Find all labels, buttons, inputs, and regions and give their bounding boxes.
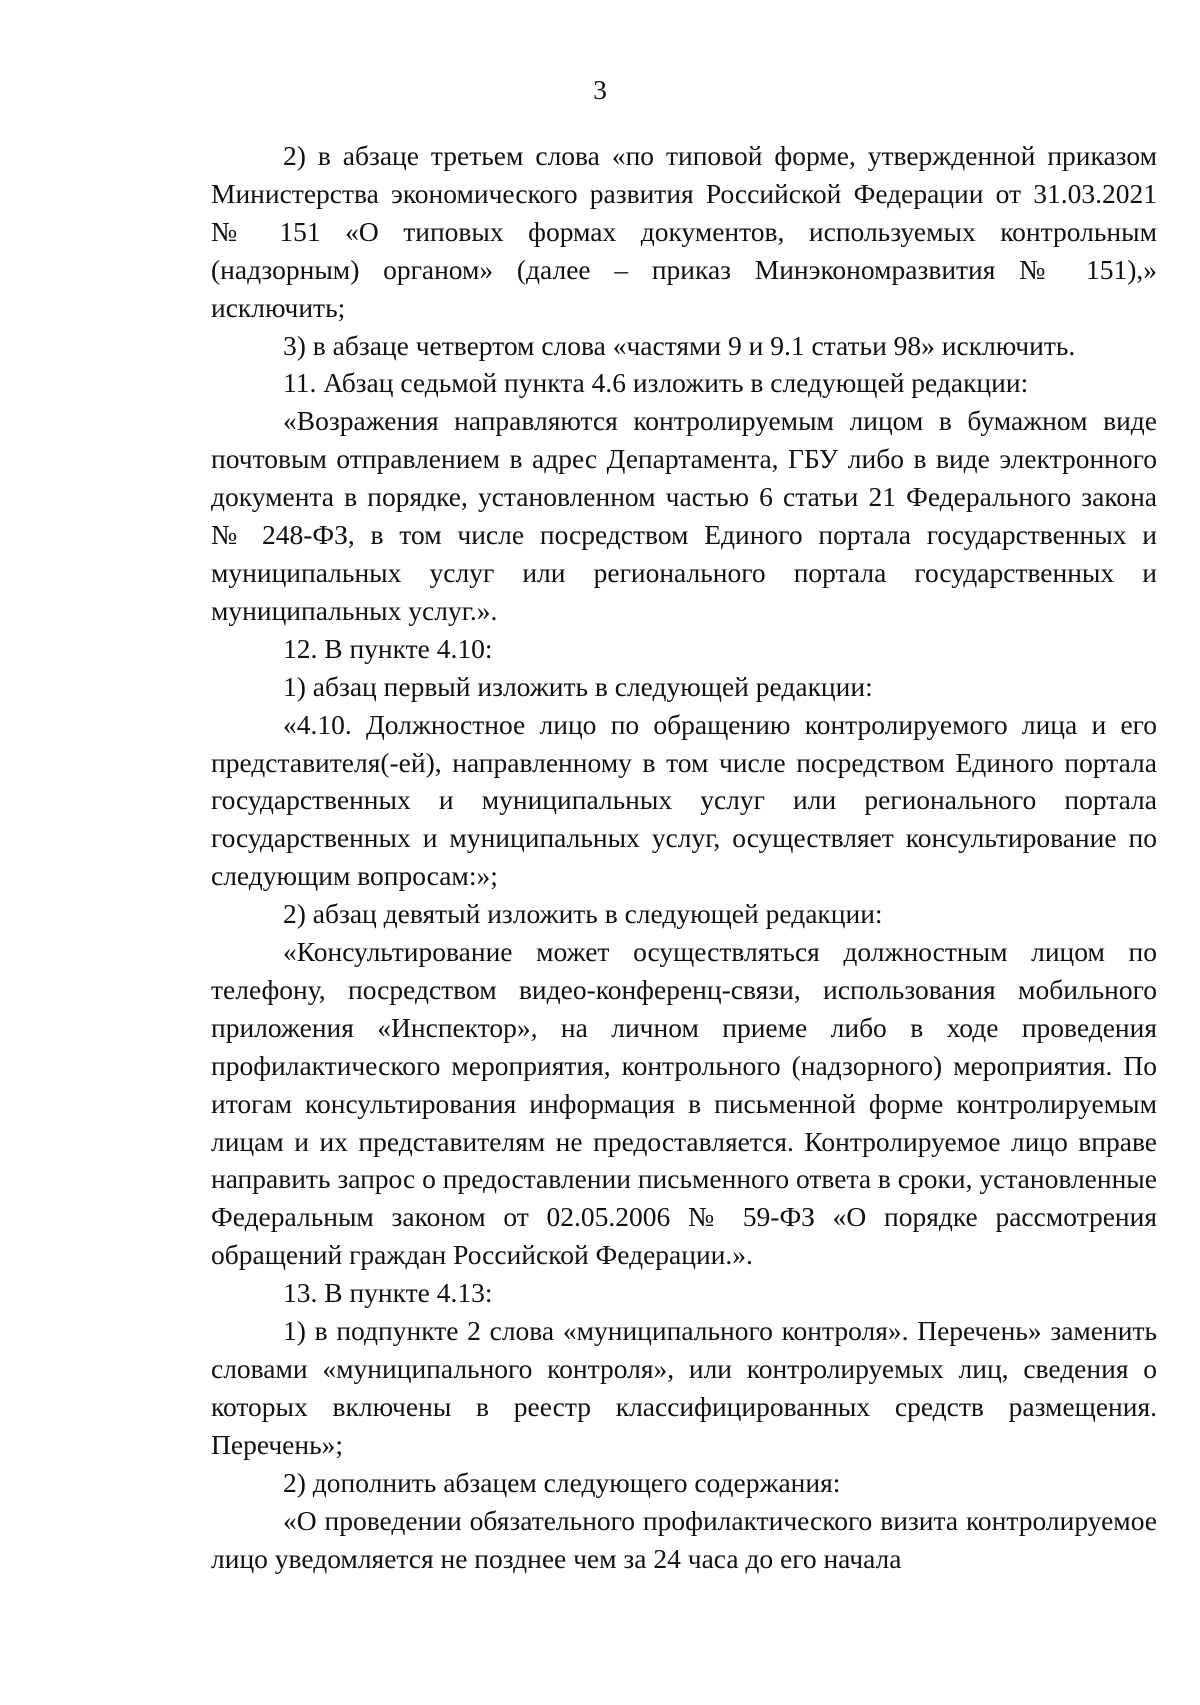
paragraph-clause-11: 11. Абзац седьмой пункта 4.6 изложить в следующей редакции: bbox=[283, 367, 1029, 399]
page-number: 3 bbox=[593, 74, 607, 105]
paragraph-consulting-quote: «Консультирование может осуществляться должностным лицом по телефону, посредством видео-конференц-связи, использования мобильного приложения «Инспектор», на личном приеме либо в ходе проведения профилактического мероприятия, контрольного (надзорного) мероприятия. По итогам консультирования информация в письменной форме контролируемым лицам и их представителям не предоставляется. Контролируемое лицо вправе направить запрос о предоставлении письменного ответа в сроки, установленные Федеральным законом от 02.05.2006 № 59-ФЗ «О порядке рассмотрения обращений граждан Российской Федерации.». bbox=[211, 936, 1157, 1271]
paragraph-item-3-para-4: 3) в абзаце четвертом слова «частями 9 и 9.1 статьи 98» исключить. bbox=[283, 329, 1076, 361]
paragraph-clause-13-item-1: 1) в подпункте 2 слова «муниципального контроля». Перечень» заменить словами «муниципального контроля», или контролируемых лиц, сведения о которых включены в реестр классифицированных средств размещения. Перечень»; bbox=[211, 1315, 1157, 1460]
paragraph-clause-12-item-1: 1) абзац первый изложить в следующей редакции: bbox=[283, 670, 873, 702]
paragraph-clause-13: 13. В пункте 4.13: bbox=[283, 1277, 493, 1309]
paragraph-clause-12: 12. В пункте 4.10: bbox=[283, 632, 493, 664]
paragraph-visit-quote: «О проведении обязательного профилактического визита контролируемое лицо уведомляется не позднее чем за 24 часа до его начала bbox=[211, 1504, 1157, 1574]
paragraph-objections-quote: «Возражения направляются контролируемым лицом в бумажном виде почтовым отправлением в адрес Департамента, ГБУ либо в виде электронного документа в порядке, установленном частью 6 статьи 21 Федерального закона № 248-ФЗ, в том числе посредством Единого портала государственных и муниципальных услуг или регионального портала государственных и муниципальных услуг.». bbox=[211, 405, 1157, 626]
document-body bbox=[211, 137, 1157, 1577]
paragraph-clause-13-item-2: 2) дополнить абзацем следующего содержания: bbox=[283, 1466, 841, 1498]
paragraph-item-2-para-3: 2) в абзаце третьем слова «по типовой форме, утвержденной приказом Министерства экономического развития Российской Федерации от 31.03.2021 № 151 «О типовых формах документов, используемых контрольным (надзорным) органом» (далее – приказ Минэкономразвития № 151),» исключить; bbox=[211, 140, 1157, 323]
paragraph-4-10-quote: «4.10. Должностное лицо по обращению контролируемого лица и его представителя(-ей), направленному в том числе посредством Единого портала государственных и муниципальных услуг или регионального портала государственных и муниципальных услуг, осуществляет консультирование по следующим вопросам:»; bbox=[211, 708, 1157, 892]
paragraph-clause-12-item-2: 2) абзац девятый изложить в следующей редакции: bbox=[283, 898, 883, 930]
